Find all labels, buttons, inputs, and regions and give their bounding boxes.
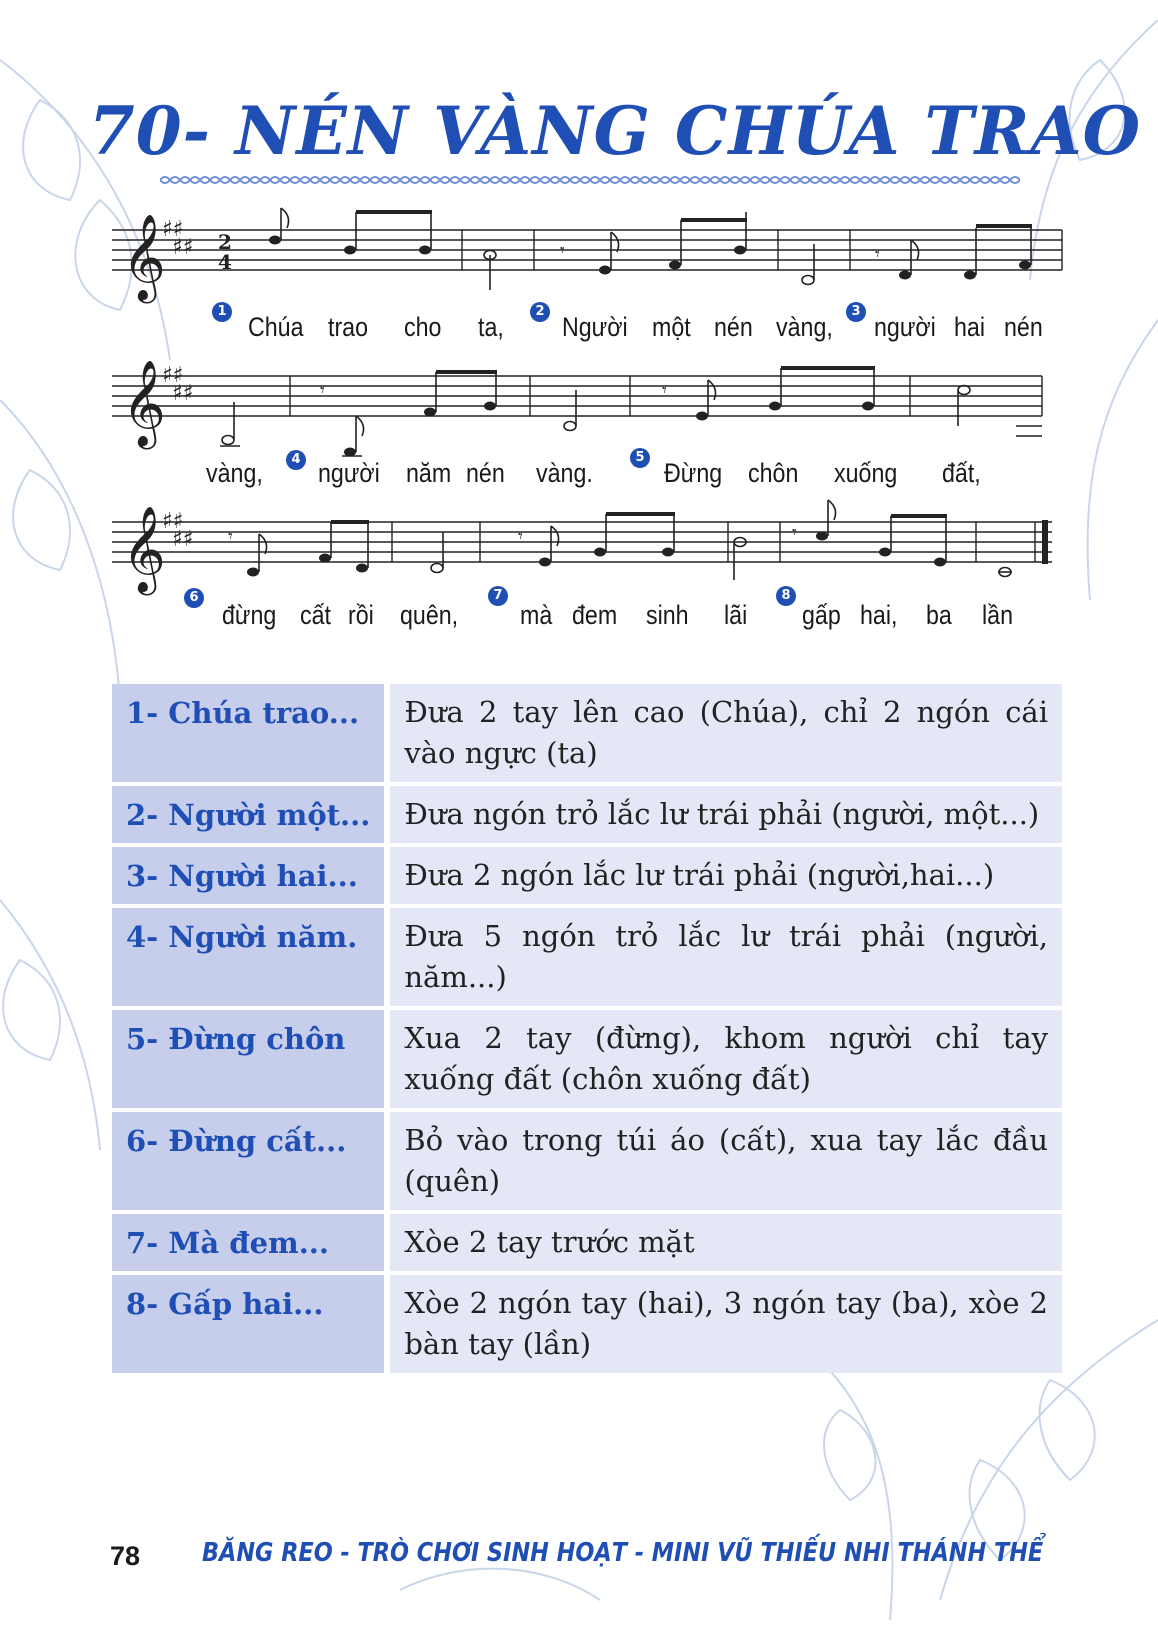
lyric-word: vàng. [536, 458, 593, 488]
gesture-label: 3- Người hai... [112, 847, 390, 904]
gesture-description: Đưa 2 tay lên cao (Chúa), chỉ 2 ngón cái vào ngực (ta) [390, 684, 1062, 782]
lyric-word: Người [562, 312, 628, 342]
lyric-word: Chúa [248, 312, 304, 342]
verse-marker-7: 7 [488, 586, 508, 606]
gesture-description: Đưa ngón trỏ lắc lư trái phải (người, một...) [390, 786, 1062, 843]
gesture-label: 8- Gấp hai... [112, 1275, 390, 1373]
lyric-word: quên, [400, 600, 459, 630]
lyric-word: nén [1004, 312, 1043, 342]
verse-marker-4: 4 [286, 450, 306, 470]
svg-text:𝄾: 𝄾 [228, 526, 233, 547]
table-row [112, 1214, 1062, 1271]
gesture-description: Xòe 2 ngón tay (hai), 3 ngón tay (ba), xòe 2 bàn tay (lần) [390, 1275, 1062, 1373]
table-row [112, 786, 1062, 843]
svg-text:♯♯: ♯♯ [172, 381, 194, 406]
verse-marker-3: 3 [846, 302, 866, 322]
page-number: 78 [110, 1541, 141, 1571]
lyric-word: nén [714, 312, 753, 342]
table-row [112, 1010, 1062, 1108]
svg-text:𝄾: 𝄾 [320, 380, 325, 401]
lyric-word: hai, [860, 600, 898, 630]
verse-marker-2: 2 [530, 302, 550, 322]
lyric-word: vàng, [206, 458, 263, 488]
gesture-label: 5- Đừng chôn [112, 1010, 390, 1108]
lyric-word: mà [520, 600, 553, 630]
title-underline [160, 174, 1020, 186]
lyric-word: cho [404, 312, 442, 342]
table-row [112, 847, 1062, 904]
lyric-word: đất, [942, 458, 981, 488]
svg-text:𝄾: 𝄾 [662, 380, 667, 401]
lyric-word: đừng [222, 600, 277, 630]
lyric-word: chôn [748, 458, 799, 488]
music-score [0, 190, 1158, 640]
lyric-word: Đừng [664, 458, 723, 488]
svg-text:𝄾: 𝄾 [875, 244, 880, 265]
gesture-table [112, 680, 1062, 1377]
svg-text:𝄞: 𝄞 [122, 506, 166, 592]
lyric-word: một [652, 312, 691, 342]
gesture-label: 7- Mà đem... [112, 1214, 390, 1271]
gesture-description: Xua 2 tay (đừng), khom người chỉ tay xuống đất (chôn xuống đất) [390, 1010, 1062, 1108]
gesture-description: Xòe 2 tay trước mặt [390, 1214, 1062, 1271]
lyric-word: sinh [646, 600, 689, 630]
lyric-word: lần [982, 600, 1013, 630]
svg-text:4: 4 [218, 250, 232, 274]
gesture-description: Đưa 2 ngón lắc lư trái phải (người,hai...) [390, 847, 1062, 904]
lyric-word: cất [300, 600, 331, 630]
svg-text:𝄞: 𝄞 [122, 360, 166, 446]
lyric-word: gấp [802, 600, 841, 630]
svg-text:𝄞: 𝄞 [122, 214, 166, 300]
verse-marker-5: 5 [630, 448, 650, 468]
svg-text:♯♯: ♯♯ [172, 235, 194, 260]
gesture-description: Bỏ vào trong túi áo (cất), xua tay lắc đầu (quên) [390, 1112, 1062, 1210]
lyric-word: ba [926, 600, 952, 630]
lyric-word: rồi [348, 600, 374, 630]
page-title: 70- NÉN VÀNG CHÚA TRAO [88, 92, 1142, 170]
gesture-description: Đưa 5 ngón trỏ lắc lư trái phải (người, năm...) [390, 908, 1062, 1006]
lyric-word: lãi [724, 600, 748, 630]
lyric-word: ta, [478, 312, 504, 342]
lyric-word: nén [466, 458, 505, 488]
svg-text:♯♯: ♯♯ [162, 217, 184, 242]
lyric-word: hai [954, 312, 985, 342]
gesture-label: 4- Người năm. [112, 908, 390, 1006]
gesture-label: 1- Chúa trao... [112, 684, 390, 782]
book-title: BĂNG REO - TRÒ CHƠI SINH HOẠT - MINI VŨ THIẾU NHI THÁNH THỂ [202, 1538, 1044, 1568]
lyric-word: xuống [834, 458, 898, 488]
svg-text:2: 2 [218, 230, 232, 254]
svg-text:𝄾: 𝄾 [792, 522, 797, 543]
lyric-word: người [874, 312, 936, 342]
table-row [112, 684, 1062, 782]
lyric-word: đem [572, 600, 618, 630]
verse-marker-6: 6 [184, 588, 204, 608]
table-row [112, 1275, 1062, 1373]
lyric-word: trao [328, 312, 369, 342]
table-row [112, 1112, 1062, 1210]
gesture-label: 6- Đừng cất... [112, 1112, 390, 1210]
svg-text:𝄾: 𝄾 [560, 240, 565, 261]
svg-text:♯♯: ♯♯ [162, 509, 184, 534]
lyric-word: vàng, [776, 312, 833, 342]
gesture-label: 2- Người một... [112, 786, 390, 843]
lyric-word: năm [406, 458, 452, 488]
svg-text:♯♯: ♯♯ [172, 527, 194, 552]
table-row [112, 908, 1062, 1006]
svg-text:𝄾: 𝄾 [518, 526, 523, 547]
svg-text:♯♯: ♯♯ [162, 363, 184, 388]
verse-marker-1: 1 [212, 302, 232, 322]
lyric-word: người [318, 458, 380, 488]
verse-marker-8: 8 [776, 586, 796, 606]
